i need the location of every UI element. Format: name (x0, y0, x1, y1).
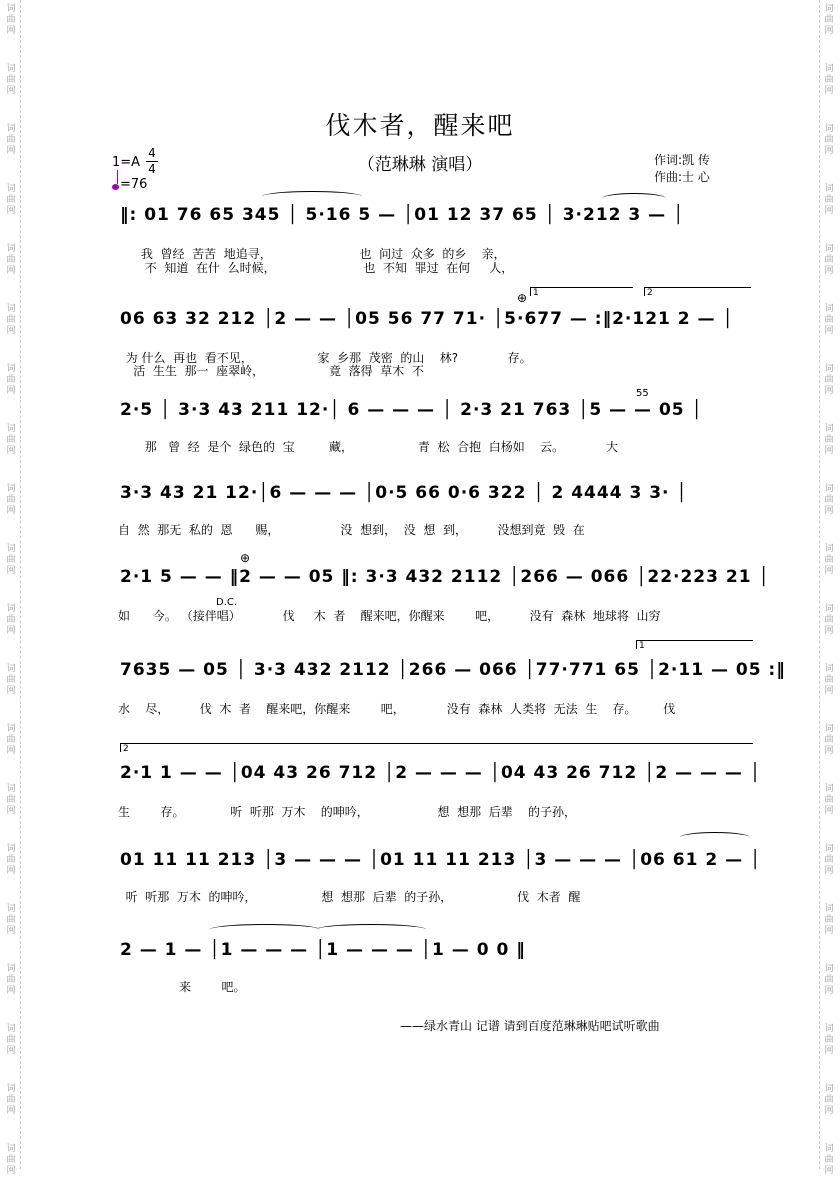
watermark-stamp: 词 曲 网 (824, 64, 834, 96)
notation-line: 3·3 43 21 12·│6 — — — │0·5 66 0·6 322 │ 2 4444 3 3· │ (120, 483, 688, 503)
slur (262, 191, 362, 202)
slur (680, 832, 750, 843)
watermark-stamp: 词 曲 网 (6, 244, 16, 276)
time-signature-bottom: 4 (148, 162, 156, 176)
watermark-stamp: 词 曲 网 (824, 244, 834, 276)
watermark-stamp: 词 曲 网 (6, 1084, 16, 1116)
coda-icon: ⊕ (517, 291, 528, 305)
performer-subtitle: （范琳琳 演唱） (357, 155, 483, 175)
lyric-line: 生 存。 听 听那 万木 的呻吟， 想 想那 后辈 的子孙， (118, 805, 576, 819)
tie (210, 924, 320, 935)
lyricist-credit: 作词:凯 传 (654, 153, 710, 167)
watermark-stamp: 词 曲 网 (6, 1024, 16, 1056)
quarter-note-icon (112, 184, 119, 190)
tempo-value: =76 (120, 177, 148, 192)
notation-line: 2·5 │ 3·3 43 211 12·│ 6 — — — │ 2·3 21 763 │5 — — 05 │ (120, 400, 703, 420)
watermark-stamp: 词 曲 网 (824, 1144, 834, 1176)
watermark-stamp: 词 曲 网 (824, 484, 834, 516)
watermark-stamp: 词 曲 网 (6, 364, 16, 396)
watermark-stamp: 词 曲 网 (824, 964, 834, 996)
watermark-stamp: 词 曲 网 (824, 4, 834, 36)
watermark-stamp: 词 曲 网 (824, 364, 834, 396)
notation-line: ‖: 01 76 65 345 │ 5·16 5 — │01 12 37 65 │ 3·212 3 — │ (120, 205, 685, 225)
watermark-stamp: 词 曲 网 (6, 844, 16, 876)
song-title: 伐木者，醒来吧 (325, 111, 515, 140)
time-signature (146, 146, 158, 177)
watermark-stamp: 词 曲 网 (824, 424, 834, 456)
time-signature-top: 4 (148, 146, 156, 160)
watermark-stamp: 词 曲 网 (6, 304, 16, 336)
coda-icon: ⊕ (240, 551, 251, 565)
notation-line: 2·1 1 — — │04 43 26 712 │2 — — — │04 43 26 712 │2 — — — │ (120, 763, 762, 783)
watermark-stamp: 词 曲 网 (824, 1084, 834, 1116)
lyric-line: 水 尽， 伐 木 者 醒来吧，你醒来 吧， 没有 森林 人类将 无法 生 存。 伐 (118, 702, 676, 716)
composer-credit: 作曲:士 心 (654, 170, 710, 184)
watermark-stamp: 词 曲 网 (824, 844, 834, 876)
watermark-stamp: 词 曲 网 (6, 64, 16, 96)
lyric-line: 我 曾经 苦苦 地追寻， 也 问过 众多 的乡 亲， (118, 247, 506, 261)
lyric-line: 来 吧。 (118, 980, 246, 994)
watermark-stamp: 词 曲 网 (824, 904, 834, 936)
segno-number: 55 (636, 388, 649, 399)
lyric-line: 那 曾 经 是个 绿色的 宝 藏， 青 松 合抱 白杨如 云。 大 (118, 440, 618, 454)
notation-line: 06 63 32 212 │2 — — │05 56 77 71· │5·677 — :‖2·121 2 — │ (120, 309, 734, 329)
transcriber-footer: ——绿水青山 记谱 请到百度范琳琳贴吧试听歌曲 (400, 1019, 660, 1033)
lyric-line: 为 什么 再也 看不见， 家 乡那 茂密 的山 林? 存。 (118, 351, 532, 365)
watermark-stamp: 词 曲 网 (6, 544, 16, 576)
notation-line: 01 11 11 213 │3 — — — │01 11 11 213 │3 — — — │06 61 2 — │ (120, 850, 762, 870)
volta-bracket-2: 2 (644, 287, 751, 296)
tempo-marking (112, 174, 147, 192)
watermark-stamp: 词 曲 网 (6, 4, 16, 36)
credits (654, 152, 710, 186)
lyric-line: 如 今。 （接伴唱） 伐 木 者 醒来吧，你醒来 吧， 没有 森林 地球将 山穷 (118, 609, 661, 623)
watermark-stamp: 词 曲 网 (824, 184, 834, 216)
tie (316, 924, 426, 935)
lyric-line: 听 听那 万木 的呻吟， 想 想那 后辈 的子孙， 伐 木者 醒 (118, 890, 581, 904)
watermark-stamp: 词 曲 网 (6, 184, 16, 216)
watermark-stamp: 词 曲 网 (824, 1024, 834, 1056)
note-stem-icon (117, 170, 118, 184)
notation-line: 2·1 5 — — ‖2 — — 05 ‖: 3·3 432 2112 │266 — 066 │22·223 21 │ (120, 567, 770, 587)
watermark-stamp: 词 曲 网 (824, 784, 834, 816)
watermark-stamp: 词 曲 网 (824, 724, 834, 756)
notation-line: 2 — 1 — │1 — — — │1 — — — │1 — 0 0 ‖ (120, 940, 526, 960)
watermark-stamp: 词 曲 网 (6, 724, 16, 756)
dc-marking: D.C. (216, 597, 238, 608)
watermark-stamp: 词 曲 网 (6, 964, 16, 996)
volta-bracket-2: 2 (120, 743, 753, 752)
watermark-stamp: 词 曲 网 (6, 1144, 16, 1176)
watermark-stamp: 词 曲 网 (6, 784, 16, 816)
watermark-stamp: 词 曲 网 (824, 544, 834, 576)
watermark-stamp: 词 曲 网 (824, 664, 834, 696)
watermark-stamp: 词 曲 网 (824, 304, 834, 336)
watermark-stamp: 词 曲 网 (824, 124, 834, 156)
key-signature: 1=A (112, 155, 141, 170)
lyric-line: 活 生生 那一 座翠岭， 竟 落得 草木 不 (118, 364, 424, 378)
volta-bracket-1: 1 (530, 287, 633, 296)
lyric-line: 自 然 那无 私的 恩 赐， 没 想到， 没 想 到， 没想到竟 毁 在 (118, 523, 585, 537)
lyric-line: 不 知道 在什 么时候， 也 不知 罪过 在何 人， (118, 261, 514, 275)
volta-bracket-1: 1 (636, 640, 753, 649)
notation-line: 7635 — 05 │ 3·3 432 2112 │266 — 066 │77·771 65 │2·11 — 05 :‖ (120, 660, 786, 680)
watermark-stamp: 词 曲 网 (6, 424, 16, 456)
watermark-stamp: 词 曲 网 (6, 904, 16, 936)
slur (602, 193, 666, 204)
watermark-stamp: 词 曲 网 (6, 484, 16, 516)
watermark-stamp: 词 曲 网 (824, 604, 834, 636)
watermark-stamp: 词 曲 网 (6, 604, 16, 636)
watermark-stamp: 词 曲 网 (6, 664, 16, 696)
watermark-stamp: 词 曲 网 (6, 124, 16, 156)
